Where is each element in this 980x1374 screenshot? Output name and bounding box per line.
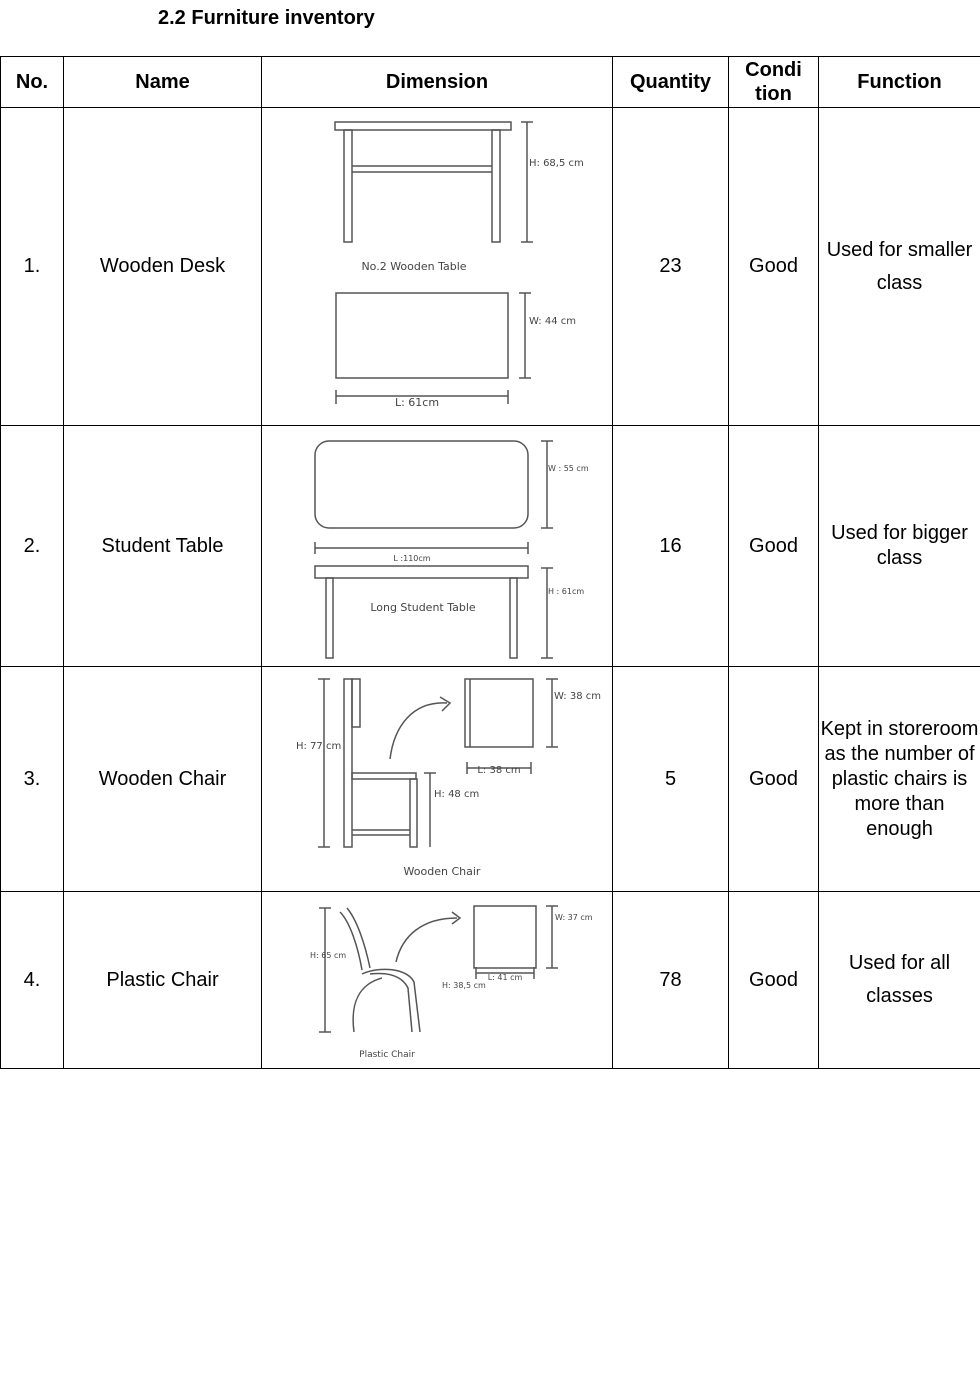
function: Used for bigger class [819, 426, 980, 667]
quantity: 16 [613, 426, 729, 667]
table-row [1, 667, 980, 892]
dimension-cell [262, 108, 613, 426]
plastic-width-label: W: 37 cm [555, 913, 593, 922]
furniture-inventory-table [0, 56, 980, 1069]
plastic-seat-height-label: H: 38,5 cm [442, 981, 486, 990]
table-height-label: H : 61cm [548, 587, 585, 596]
desk-height-label: H: 68,5 cm [529, 158, 584, 169]
header-name: Name [64, 57, 262, 108]
header-function: Function [819, 57, 980, 108]
dimension-cell [262, 667, 613, 892]
quantity: 78 [613, 892, 729, 1069]
header-no: No. [1, 57, 64, 108]
wooden-desk-diagram [262, 108, 613, 425]
table-row [1, 108, 980, 426]
plastic-caption: Plastic Chair [359, 1050, 415, 1060]
row-number: 1. [1, 108, 64, 426]
function: Kept in storeroom as the number of plastic chairs is more than enough [819, 667, 980, 892]
quantity: 5 [613, 667, 729, 892]
item-name: Wooden Chair [64, 667, 262, 892]
plastic-height-label: H: 65 cm [310, 951, 347, 960]
header-dimension: Dimension [262, 57, 613, 108]
table-row [1, 892, 980, 1069]
dimension-cell [262, 892, 613, 1069]
wooden-chair-diagram [262, 667, 613, 891]
chair-length-label: L: 38 cm [477, 765, 521, 776]
desk-length-label: L: 61cm [394, 396, 440, 409]
row-number: 4. [1, 892, 64, 1069]
chair-seat-height-label: H: 48 cm [434, 789, 480, 800]
student-table-diagram [262, 426, 613, 666]
condition: Good [729, 667, 819, 892]
dimension-cell [262, 426, 613, 667]
table-caption: Long Student Table [370, 601, 476, 614]
chair-caption: Wooden Chair [403, 865, 481, 878]
item-name: Student Table [64, 426, 262, 667]
plastic-chair-diagram [262, 892, 613, 1068]
function: Used for all classes [819, 892, 980, 1069]
table-row [1, 426, 980, 667]
table-width-label: W : 55 cm [548, 464, 589, 473]
condition: Good [729, 426, 819, 667]
row-number: 2. [1, 426, 64, 667]
condition: Good [729, 892, 819, 1069]
quantity: 23 [613, 108, 729, 426]
table-length-label: L :110cm [393, 554, 431, 563]
header-quantity: Quantity [613, 57, 729, 108]
desk-width-label: W: 44 cm [529, 316, 576, 327]
header-condition: Condi tion [729, 57, 819, 108]
plastic-length-label: L: 41 cm [487, 973, 523, 982]
function: Used for smaller class [819, 108, 980, 426]
chair-width-label: W: 38 cm [554, 691, 601, 702]
item-name: Plastic Chair [64, 892, 262, 1069]
chair-height-label: H: 77 cm [296, 741, 342, 752]
desk-caption: No.2 Wooden Table [361, 260, 467, 273]
header-row [1, 57, 980, 108]
row-number: 3. [1, 667, 64, 892]
page-title: 2.2 Furniture inventory [158, 7, 375, 29]
item-name: Wooden Desk [64, 108, 262, 426]
condition: Good [729, 108, 819, 426]
